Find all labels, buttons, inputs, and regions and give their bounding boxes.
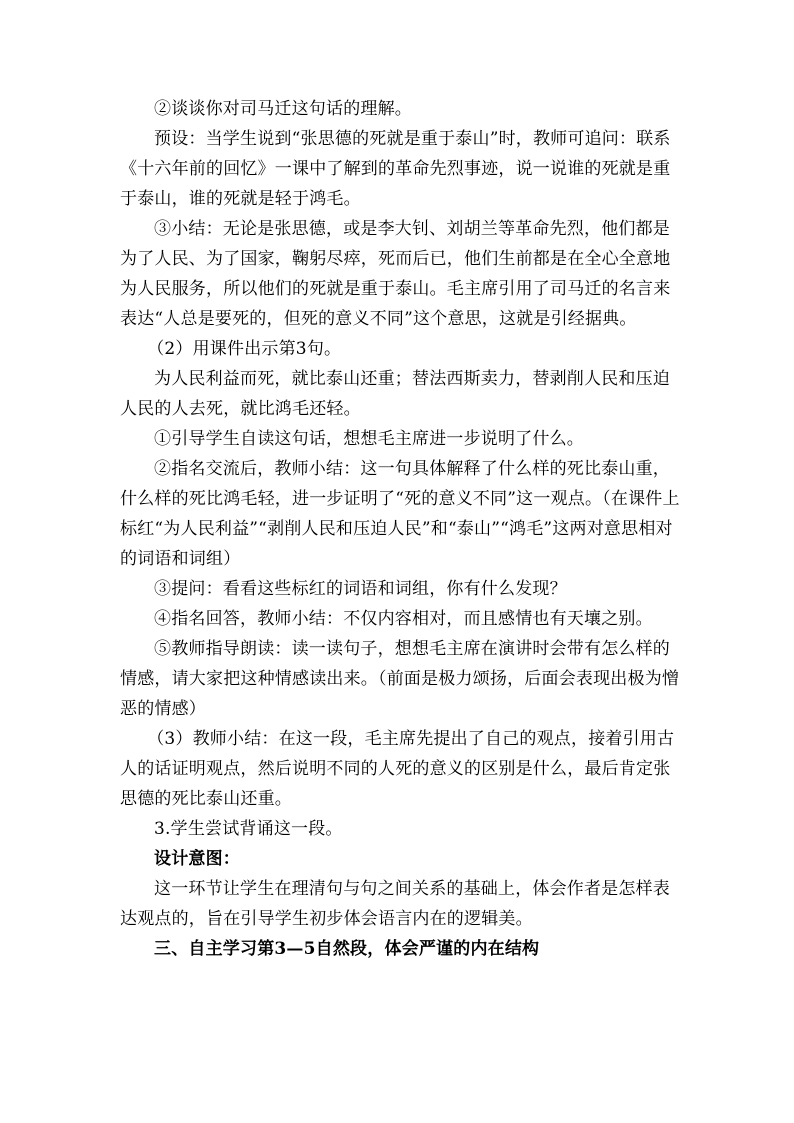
paragraph-3: ③小结：无论是张思德，或是李大钊、刘胡兰等革命先烈，他们都是为了人民、为了国家，鞠躬尽瘁，死而后已，他们生前都是在全心全意地为人民服务，所以他们的死就是重于泰山。毛主席引用了司马迁的名言来表达“人总是要死的，但死的意义不同”这个意思，这就是引经据典。 (120, 219, 671, 329)
paragraph-12: 3.学生尝试背诵这一段。 (154, 819, 343, 839)
paragraph-14: 这一环节让学生在理清句与句之间关系的基础上，体会作者是怎样表达观点的，旨在引导学生初步体会语言内在的逻辑美。 (120, 879, 670, 929)
paragraph-5: 为人民利益而死，就比泰山还重；替法西斯卖力，替剥削人民和压迫人民的人去死，就比鸿毛还轻。 (120, 369, 670, 419)
paragraph-8: ③提问：看看这些标红的词语和词组，你有什么发现？ (154, 579, 567, 599)
paragraph-11: （3）教师小结：在这一段，毛主席先提出了自己的观点，接着引用古人的话证明观点，然后说明不同的人死的意义的区别是什么，最后肯定张思德的死比泰山还重。 (120, 729, 675, 809)
paragraph-13-heading: 设计意图： (154, 849, 240, 869)
paragraph-10: ⑤教师指导朗读：读一读句子，想想毛主席在演讲时会带有怎么样的情感，请大家把这种情感读出来。（前面是极力颂扬，后面会表现出极为憎恶的情感） (120, 639, 680, 719)
paragraph-9: ④指名回答，教师小结：不仅内容相对，而且感情也有天壤之别。 (154, 609, 653, 629)
paragraph-2: 预设：当学生说到“张思德的死就是重于泰山”时，教师可追问：联系《十六年前的回忆》一课中了解到的革命先烈事迹，说一说谁的死就是重于泰山，谁的死就是轻于鸿毛。 (120, 129, 671, 209)
paragraph-1: ②谈谈你对司马迁这句话的理解。 (154, 99, 412, 119)
document-body (120, 94, 680, 964)
section-heading: 三、自主学习第3—5自然段，体会严谨的内在结构 (154, 939, 540, 959)
paragraph-6: ①引导学生自读这句话，想想毛主席进一步说明了什么。 (154, 429, 584, 449)
paragraph-4: （2）用课件出示第3句。 (147, 339, 342, 359)
paragraph-7: ②指名交流后，教师小结：这一句具体解释了什么样的死比泰山重，什么样的死比鸿毛轻，进一步证明了“死的意义不同”这一观点。（在课件上标红“为人民利益”“剥削人民和压迫人民”和“泰山”“鸿毛”这两对意思相对的词语和词组） (120, 459, 680, 569)
